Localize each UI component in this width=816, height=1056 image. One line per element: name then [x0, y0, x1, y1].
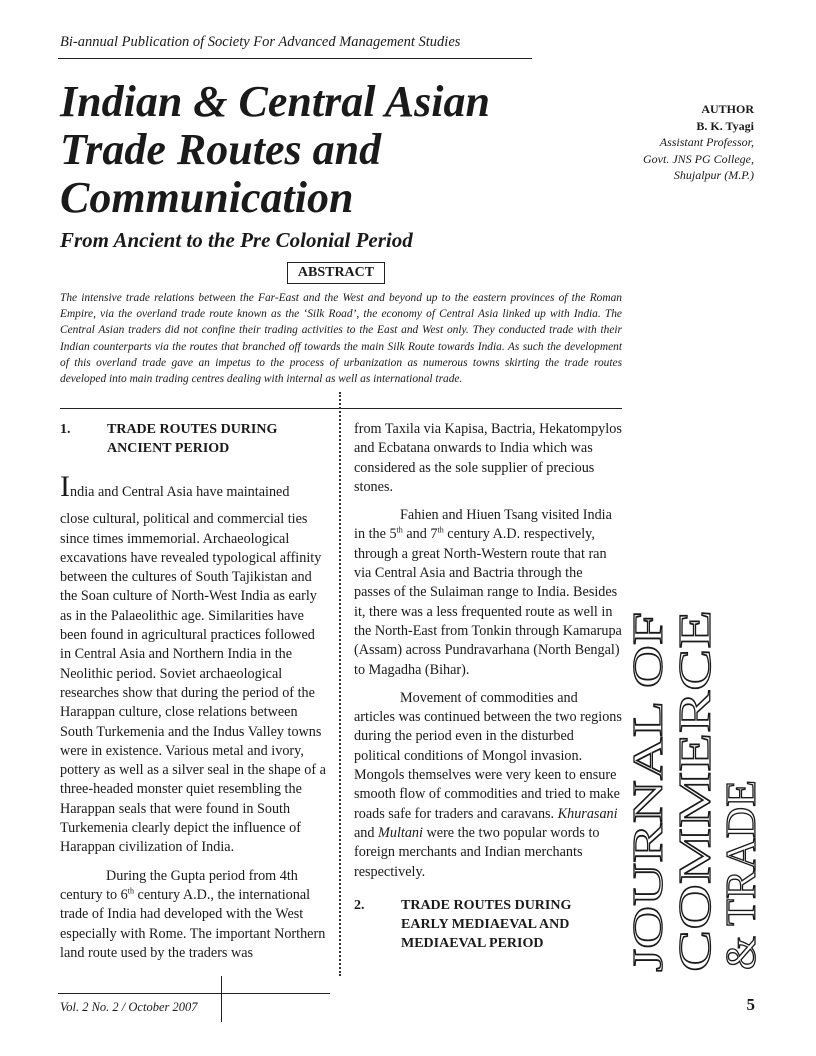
column-divider — [339, 392, 341, 976]
section-title-2: TRADE ROUTES DURING EARLY MEDIAEVAL AND MEDIAEVAL PERIOD — [401, 897, 572, 951]
paragraph-5: Movement of commodities and articles was continued between the two regions during the period even in the disturbed political conditions of Mongol invasion. Mongols themselves were very keen to ensure smooth flow of commodities and tried to make roads safe for traders and caravans. Khurasani and Multani were the two popular words to foreign merchants and Indian merchants respectively. — [354, 689, 622, 880]
logo-line-1: JOURNAL OF — [626, 718, 672, 972]
article-subtitle: From Ancient to the Pre Colonial Period — [60, 228, 413, 252]
abstract-text: The intensive trade relations between the Far-East and the West and beyond up to the eastern provinces of the Roman Empire, via the overland trade route known as the ‘Silk Road’, the economy of Central Asia linked up with India. The Central Asian traders did not confine their trading activities to the East and West only. They conducted trade with their Indian counterparts via the routes that branched off towards the main Silk Route towards India. As such the development of this overland trade gave an impetus to the process of urbanization as numerous towns skirting the trade routes developed into main trading centres dealing with internal as well as international trade. — [60, 292, 622, 386]
logo-line-3: & TRADE — [719, 787, 765, 970]
footer-divider — [221, 976, 222, 1022]
title-line-2: Trade Routes and — [60, 125, 382, 174]
page-number: 5 — [746, 995, 755, 1014]
section-heading-2 — [354, 896, 622, 953]
logo-line-2: COMMERCE — [669, 708, 720, 972]
column-right — [354, 420, 622, 967]
paragraph-3: from Taxila via Kapisa, Bactria, Hekatompylos and Ecbatana onwards to India which was considered as the sole supplier of precious stones. — [354, 421, 622, 495]
column-left — [60, 420, 328, 963]
title-line-1: Indian & Central Asian — [60, 77, 490, 126]
author-block — [554, 101, 754, 184]
author-label: AUTHOR — [701, 102, 754, 116]
author-location: Shujalpur (M.P.) — [673, 168, 754, 182]
title-line-3: Communication — [60, 173, 354, 222]
abstract-rule — [60, 408, 622, 409]
paragraph-1: close cultural, political and commercial ties since times immemorial. Archaeological excavations have revealed typological affinity between the cultures of South Tajikistan and the Soan culture of North-West India as early as in the Palaeolithic age. Similarities have been found in agricultural practices followed in Central Asia and Northern India in the Neolithic period. Soviet archaeological researches show that during the period of the Harappan culture, close relations between South Turkemenia and the Indus Valley towns were in existence. Various metal and ivory, pottery as well as a silver seal in the shape of a three-headed monster quiet resembling the Harappan seals that were found in South Turkemenia clearly depict the influence of Harappan civilization of India. — [60, 511, 326, 856]
article-title — [60, 78, 580, 222]
author-affiliation: Govt. JNS PG College, — [643, 151, 754, 166]
section-number-1: 1. — [60, 422, 71, 437]
author-name: B. K. Tyagi — [696, 118, 754, 133]
section-title-1: TRADE ROUTES DURING ANCIENT PERIOD — [107, 422, 278, 456]
publication-line: Bi-annual Publication of Society For Advanced Management Studies — [60, 34, 461, 50]
footer-rule — [58, 993, 330, 994]
volume-info: Vol. 2 No. 2 / October 2007 — [60, 1000, 198, 1014]
section-heading-1 — [60, 420, 328, 458]
section-number-2: 2. — [354, 897, 365, 913]
paragraph-4: Fahien and Hiuen Tsang visited India in the 5th and 7th century A.D. respectively, through a great North-Western route that ran via Central Asia and Bactria through the passes of the Sulaiman range to India. Besides it, there was a less frequented route as well in the North-East from Tonkin through Kamarupa (Assam) across Pundravarhana (North Bengal) to Magadha (Bihar). — [354, 507, 622, 678]
first-line-text: ndia and Central Asia have maintained — [70, 484, 290, 500]
abstract-heading: ABSTRACT — [287, 262, 385, 284]
journal-logo — [617, 610, 767, 980]
header-rule — [58, 58, 532, 59]
paragraph-first-line — [60, 472, 328, 502]
drop-cap: I — [60, 470, 70, 503]
author-role: Assistant Professor, — [659, 135, 754, 149]
paragraph-2: During the Gupta period from 4th century to 6th century A.D., the international trade of India had developed with the West especially with Rome. The important Northern land route used by the traders was — [60, 867, 326, 961]
